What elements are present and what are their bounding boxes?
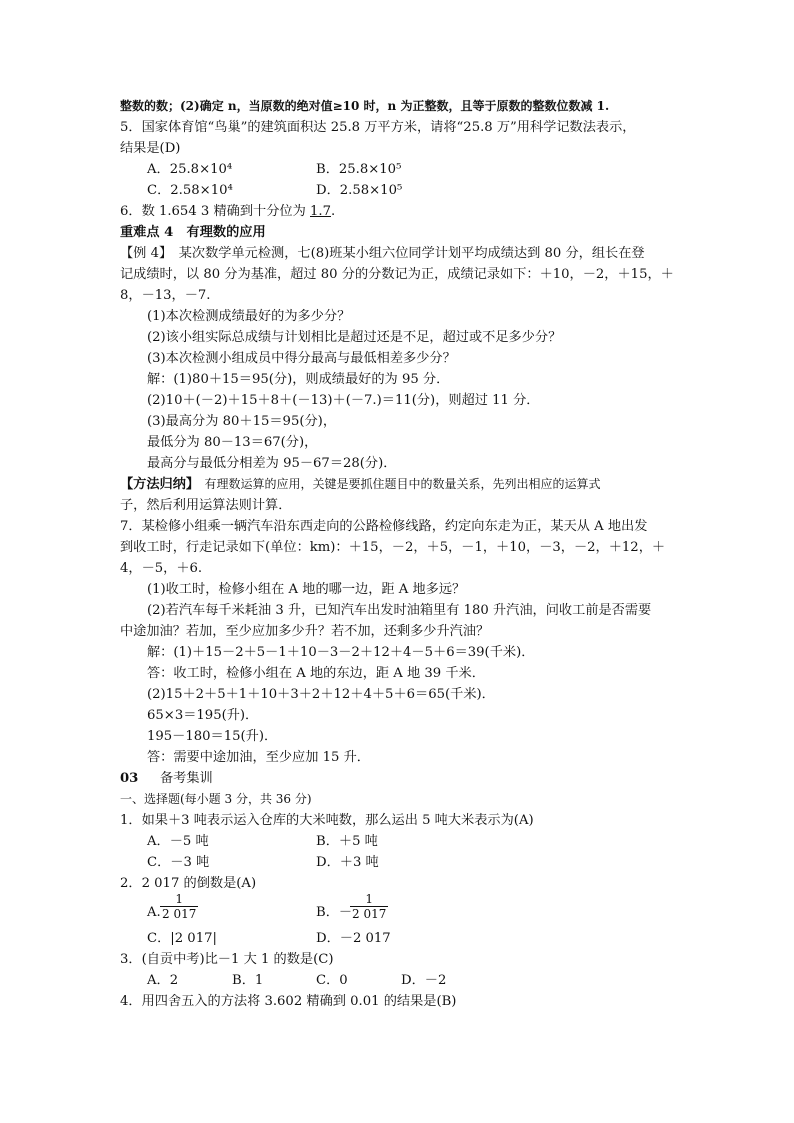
choice-heading: 一、选择题(每小题 3 分，共 36 分) [120, 792, 312, 806]
solution-line: 答：收工时，检修小组在 A 地的东边，距 A 地 39 千米． [147, 666, 485, 681]
solution-line: (3)最高分为 80＋15＝95(分)， [147, 414, 337, 429]
method-summary-text: 有理数运算的应用，关键是要抓住题目中的数量关系，先列出相应的运算式 [192, 477, 601, 491]
option-a: A．2 [147, 973, 179, 988]
question-1-stem: 1．如果＋3 吨表示运入仓库的大米吨数，那么运出 5 吨大米表示为(A) [120, 813, 534, 828]
solution-line: 最低分为 80－13＝67(分)， [147, 435, 318, 450]
example-4-stem: 【例 4】 某次数学单元检测，七(8)班某小组六位同学计划平均成绩达到 80 分，组长在登 [120, 246, 645, 261]
example-4-part-1: (1)本次检测成绩最好的为多少分？ [147, 309, 351, 324]
question-7-part-2-cont: 中途加油？若加，至少应加多少升？若不加，还剩多少升汽油？ [120, 624, 490, 639]
example-4-part-3: (3)本次检测小组成员中得分最高与最低相差多少分？ [147, 351, 456, 366]
option-b: B．＋5 吨 [316, 834, 378, 849]
option-c: C．－3 吨 [147, 855, 210, 870]
method-summary-cont: 子，然后利用运算法则计算． [120, 498, 292, 513]
fraction-denominator: 2 017 [162, 907, 197, 921]
text-line: 整数的数；(2)确定 n，当原数的绝对值≥10 时，n 为正整数，且等于原数的整数位数减 1. [120, 99, 610, 113]
fraction-numerator: 1 [160, 892, 198, 907]
solution-line: (2)15＋2＋5＋1＋10＋3＋2＋12＋4＋5＋6＝65(千米)． [147, 687, 495, 702]
option-a-fraction [160, 892, 198, 921]
question-4-stem: 4．用四舍五入的方法将 3.602 精确到 0.01 的结果是(B) [120, 994, 457, 1009]
question-6-end: . [330, 204, 336, 219]
question-6-stem: 6．数 1.654 3 精确到十分位为 [120, 204, 310, 219]
example-4-stem-end: 8，－13，－7. [120, 288, 211, 303]
section-number: 03 [120, 771, 139, 786]
question-5-stem: 5．国家体育馆“鸟巢”的建筑面积达 25.8 万平方米，请将“25.8 万”用科学记数法表示， [120, 120, 636, 135]
method-summary-label: 【方法归纳】 [120, 477, 193, 492]
section-title: 备考集训 [160, 771, 213, 786]
question-6-answer: 1.7 [310, 204, 331, 219]
solution-line: 解：(1)＋15－2＋5－1＋10－3－2＋12＋4－5＋6＝39(千米)． [147, 645, 535, 660]
option-d: D．＋3 吨 [316, 855, 379, 870]
method-summary [120, 474, 601, 495]
question-7-part-2: (2)若汽车每千米耗油 3 升，已知汽车出发时油箱里有 180 升汽油，问收工前是否需要 [147, 603, 652, 618]
question-7-stem-end: 4，－5，＋6. [120, 561, 203, 576]
option-b: B．25.8×10⁵ [316, 162, 402, 177]
solution-line: 65×3＝195(升)． [147, 708, 259, 723]
option-d: D．－2 [401, 973, 447, 988]
option-a: A．－5 吨 [147, 834, 209, 849]
question-7-stem-cont: 到收工时，行走记录如下(单位：km)：＋15，－2，＋5，－1，＋10，－3，－2，＋12，＋ [120, 540, 666, 555]
question-3-stem: 3．(自贡中考)比－1 大 1 的数是(C) [120, 952, 334, 967]
question-5-answer: 结果是(D) [120, 141, 181, 156]
solution-line: 最高分与最低分相差为 95－67＝28(分)． [147, 456, 397, 471]
option-a: A．25.8×10⁴ [147, 162, 233, 177]
question-2-stem: 2．2 017 的倒数是(A) [120, 876, 257, 891]
option-a-label: A. [147, 905, 161, 920]
question-7-stem: 7．某检修小组乘一辆汽车沿东西走向的公路检修线路，约定向东走为正，某天从 A 地出发 [120, 519, 648, 534]
option-d: D．2.58×10⁵ [316, 183, 403, 198]
option-c: C．2.58×10⁴ [147, 183, 233, 198]
solution-line: 解：(1)80＋15＝95(分)，则成绩最好的为 95 分． [147, 372, 450, 387]
option-d: D．－2 017 [316, 931, 391, 946]
solution-line: (2)10＋(－2)＋15＋8＋(－13)＋(－7.)＝11(分)，则超过 11 分． [147, 393, 540, 408]
option-b: B．1 [232, 973, 264, 988]
example-4-part-2: (2)该小组实际总成绩与计划相比是超过还是不足，超过或不足多少分？ [147, 330, 562, 345]
option-c: C．|2 017| [147, 931, 217, 946]
option-c: C．0 [316, 973, 348, 988]
question-7-part-1: (1)收工时，检修小组在 A 地的哪一边，距 A 地多远？ [147, 582, 466, 597]
fraction-denominator: 2 017 [352, 907, 387, 921]
question-6 [120, 201, 335, 222]
fraction-numerator: 1 [350, 892, 388, 907]
solution-line: 195－180＝15(升)． [147, 729, 278, 744]
example-4-stem-cont: 记成绩时，以 80 分为基准，超过 80 分的分数记为正，成绩记录如下：＋10，－2，＋15，＋ [120, 267, 674, 282]
solution-line: 答：需要中途加油，至少应加 15 升． [147, 750, 370, 765]
section-heading: 重难点 4 有理数的应用 [120, 225, 266, 240]
option-b-label: B．－ [316, 905, 353, 920]
option-b-fraction [350, 892, 388, 921]
